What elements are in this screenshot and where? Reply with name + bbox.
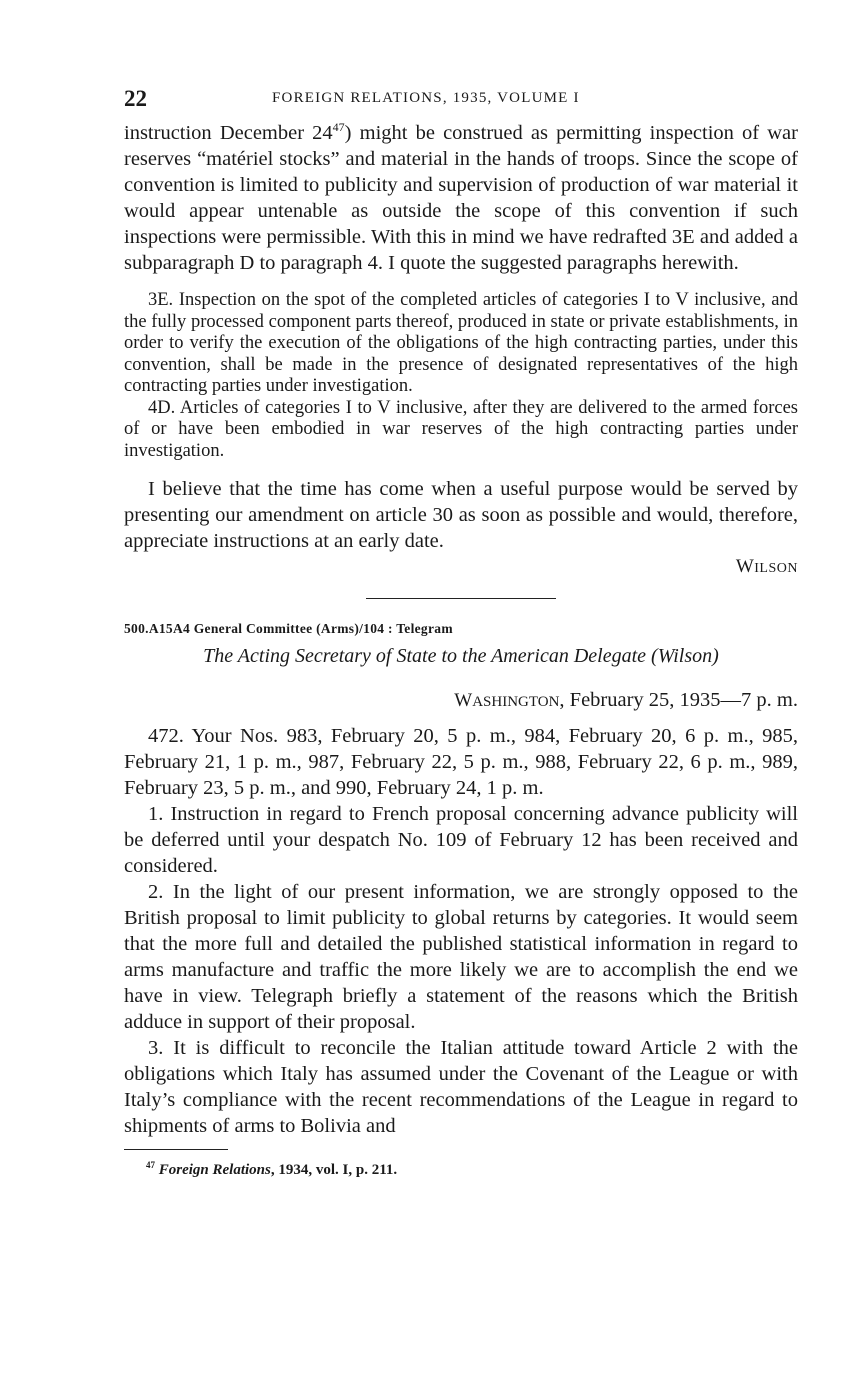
intro-paragraph: [124, 120, 798, 276]
file-reference: 500.A15A4 General Committee (Arms)/104 : Telegram: [124, 621, 453, 636]
signature: WILSON: [735, 556, 798, 577]
page-number: 22: [124, 86, 147, 111]
body-paragraph: 1. Instruction in regard to French proposal concerning advance publicity will be deferred until your despatch No. 109 of February 12 has been received and considered.: [124, 803, 798, 877]
intro-text-rest: ) might be construed as permitting inspection of war reserves “matériel stocks” and material in the hands of troops. Since the scope of convention is limited to publicity and supervision of production of war material it would appear untenable as outside the scope of this convention if such inspections were permissible. With this in mind we have redrafted 3E and added a subparagraph D to paragraph 4. I quote the suggested paragraphs herewith.: [124, 122, 798, 274]
page-header: [124, 80, 798, 118]
quoted-paragraph-3e: 3E. Inspection on the spot of the completed articles of categories I to V inclusive, and the fully processed component parts thereof, produced in state or private establishments, in order to verify the execution of the obligations of the high contracting parties, under this convention, shall be made in the presence of designated representatives of the high contracting parties under investigation.: [124, 290, 798, 396]
section-divider: [366, 598, 556, 599]
body-paragraph: 3. It is difficult to reconcile the Italian attitude toward Article 2 with the obligations which Italy has assumed under the Covenant of the League or with Italy’s compliance with the recent recommendations of the League in regard to shipments of arms to Bolivia and: [124, 1037, 798, 1137]
document-page: [124, 80, 798, 1179]
footnote-divider: [124, 1149, 228, 1150]
dateline: WASHINGTON, February 25, 1935—7 p. m.: [454, 689, 798, 711]
body-paragraph: 2. In the light of our present information, we are strongly opposed to the British proposal to limit publicity to global returns by categories. It would seem that the more full and detailed the published statistical information in regard to arms manufacture and traffic the more likely we are to accomplish the end we have in view. Telegraph briefly a statement of the reasons which the British adduce in support of their proposal.: [124, 881, 798, 1033]
footnote-title: Foreign Relations: [158, 1162, 271, 1178]
quoted-paragraph-4d: 4D. Articles of categories I to V inclusive, after they are delivered to the armed forces of or have been embodied in war reserves of the high contracting parties under investigation.: [124, 397, 798, 461]
footnote-reference[interactable]: 47: [332, 120, 345, 134]
intro-text-start: instruction December 24: [124, 122, 333, 144]
body-paragraph: 472. Your Nos. 983, February 20, 5 p. m., 984, February 20, 6 p. m., 985, February 21, 1 p. m., 987, February 22, 5 p. m., 988, February 22, 6 p. m., 989, February 23, 5 p. m., and 990, February 24, 1 p. m.: [124, 725, 798, 799]
running-title: FOREIGN RELATIONS, 1935, VOLUME I: [272, 90, 580, 106]
closing-paragraph: I believe that the time has come when a useful purpose would be served by presenting our amendment on article 30 as soon as possible and would, therefore, appreciate instructions at an early date.: [124, 478, 798, 552]
document-title: The Acting Secretary of State to the American Delegate (Wilson): [203, 645, 719, 667]
addressee-name: Wilson: [657, 645, 713, 667]
footnote: $^{47}$ Foreign Relations, 1934, vol. I, p. 211.: [146, 1160, 398, 1178]
